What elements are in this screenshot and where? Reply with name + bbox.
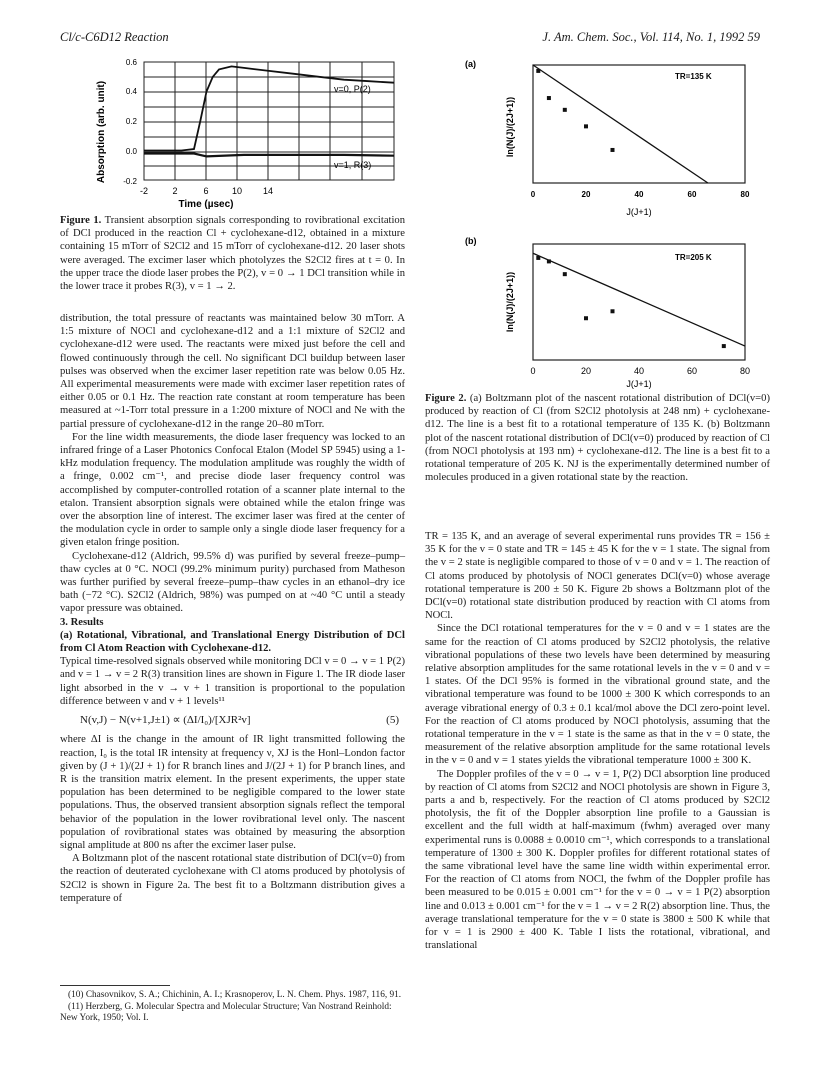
fig2a-panel-label: (a): [465, 59, 476, 69]
equation-body: N(v,J) − N(v+1,J±1) ∝ (ΔI/I₀)/[XJR²v]: [80, 714, 251, 727]
figure-1-caption-label: Figure 1.: [60, 215, 102, 226]
section-heading: 3. Results: [60, 616, 104, 628]
fig2a-xtick: 60: [687, 190, 697, 199]
footnote-rule: [60, 985, 170, 986]
fig1-ytick: 0.6: [125, 58, 137, 67]
figure-2-caption-text: (a) Boltzmann plot of the nascent rotational distribution of DCl(v=0) produced by reaction of Cl (from S2Cl2 photolysis at 248 nm) + cyclohexane-d12. The line is a best fit to a rotational temperature of 135 K. (b) Boltzmann plot of the nascent rotational distribution of DCl(v=0) produced by reaction of Cl (from NOCl photolysis at 193 nm) + cyclohexane-d12. The line is a best fit to a rotational temperature of 205 K. NJ is the experimentally determined number of molecules produced in a given rotational state by the reaction.: [425, 393, 770, 484]
fig2b-data-point: [547, 259, 551, 263]
fig1-ytick: 0.4: [125, 87, 137, 96]
fig1-trace-label-lower: v=1, R(3): [334, 160, 372, 170]
paragraph: Cyclohexane-d12 (Aldrich, 99.5% d) was purified by several freeze–pump–thaw cycles at 0 °C. NOCl (99.2% minimum purity) purchased from Matheson was further purified by several freeze–pump–thaw cycles in an ethanol–dry ice bath (−72 °C). S2Cl2 (Aldrich, 98%) was pumped on at ~40 °C until a steady vapor pressure was obtained.: [60, 550, 405, 615]
fig1-ylabel: Absorption (arb. unit): [96, 80, 107, 184]
equation-5: [60, 708, 405, 733]
fig2a-data-point: [536, 69, 540, 73]
fig2b-data-point: [563, 272, 567, 276]
subsection-heading: (a) Rotational, Vibrational, and Translational Energy Distribution of DCl from Cl Atom Reaction with Cyclohexane-d12.: [60, 629, 405, 655]
equation-number: (5): [386, 714, 399, 727]
figure-1-caption-text: Transient absorption signals corresponding to rovibrational excitation of DCl produced in the reaction Cl + cyclohexane-d12, obtained in a mixture containing 15 mTorr of S2Cl2 and 15 mTorr of cyclohexane-d12. 20 laser shots were averaged. The excimer laser which photolyzes the S2Cl2 fires at t = 0. In the upper trace the diode laser probes the P(2), v = 0 → 1 DCl transition while in the lower trace it probes R(3), v = 1 → 2.: [60, 215, 405, 293]
fig2a-fit-line: [533, 65, 708, 183]
fig1-xtick: 6: [203, 186, 209, 196]
fig2b-panel-label: (b): [465, 236, 477, 246]
figure-2-caption-label: Figure 2.: [425, 393, 467, 404]
fig2a-data-point: [611, 148, 615, 152]
fig1-xtick: 2: [172, 186, 178, 196]
fig1-trace-v1-r3: [144, 154, 394, 157]
fig2b-xlabel: J(J+1): [626, 379, 652, 389]
fig2b-marks: [533, 253, 745, 348]
fig2a-data-point: [563, 108, 567, 112]
fig2b-annotation: TR=205 K: [675, 253, 712, 262]
fig2b-xtick: 40: [633, 366, 645, 376]
fig2b-xtick: 20: [580, 366, 592, 376]
figure-2a: [465, 55, 765, 220]
fig2b-data-point: [536, 256, 540, 260]
fig2a-xtick: 20: [581, 190, 591, 199]
fig2a-xtick: 80: [740, 190, 750, 199]
fig2b-data-point: [611, 309, 615, 313]
paragraph: A Boltzmann plot of the nascent rotational state distribution of DCl(v=0) from the reaction of deuterated cyclohexane with Cl atoms produced by photolysis of S2Cl2 is shown in Figure 2a. The best fit to a Boltzmann distribution gives a temperature of: [60, 853, 405, 904]
paragraph: Typical time-resolved signals observed while monitoring DCl v = 0 → v = 1 P(2) and v = 1 → v = 2 R(3) transition lines are shown in Figure 1. The IR diode laser light absorbed in the v → v + 1 transition is proportional to the population difference between v and v + 1 levels¹¹: [60, 656, 405, 707]
figure-1: [72, 52, 412, 212]
right-column-body: [425, 530, 770, 953]
paragraph: where ΔI is the change in the amount of IR light transmitted following the reaction, I₀ is the total IR intensity at frequency ν, XJ is the Honl–London factor given by (J + 1)/(2J + 1) for R branch lines and J/(2J + 1) for P branch lines, and R is the transition matrix element. In the present experiments, the upper state population has been determined to be negligible compared to the lower state populations. Thus, the observed transient absorption signals reflect the temporal behavior of the population in the lower rovibrational level only. The nascent population of rovibrational states was obtained by measuring the absorption signal amplitude at 800 ns after the excimer laser pulse.: [60, 734, 405, 851]
fig1-xtick: 14: [262, 186, 274, 196]
running-header-right: J. Am. Chem. Soc., Vol. 114, No. 1, 1992 59: [542, 30, 760, 44]
left-column-body: [60, 312, 405, 905]
paragraph: The Doppler profiles of the v = 0 → v = 1, P(2) DCl absorption line produced by reaction of Cl atoms from S2Cl2 and NOCl photolysis are shown in Figure 3, parts a and b, respectively. For the reaction of Cl atoms produced by S2Cl2 photolysis, the fit of the Doppler absorption line profile to a Gaussian is excellent and the full width at half-maximum (fwhm) averaged over many experimental runs is 0.0088 ± 0.0010 cm⁻¹, which corresponds to a translational temperature of 1300 ± 300 K. Doppler profiles for different rotational states of the same vibrational level have the same line width within experimental error. For the reaction of Cl atoms from NOCl, the fwhm of the Doppler profile has been measured to be 0.015 ± 0.001 cm⁻¹ for the v = 0 → v = 1 P(2) absorption line and 0.013 ± 0.001 cm⁻¹ for the v = 1 → v = 2 R(2) absorption line. Thus, the average translational temperature for the v = 0 state is 3800 ± 500 K while that for v = 1 is 2900 ± 400 K. Table I lists the rotational, vibrational, and translational: [425, 768, 770, 952]
fig2b-data-point: [584, 316, 588, 320]
fig2a-data-point: [584, 124, 588, 128]
fig2a-annotation: TR=135 K: [675, 72, 712, 81]
fig1-xlabel: Time (µsec): [178, 199, 234, 210]
fig1-traces: [144, 66, 394, 156]
fig2a-ylabel: ln(N(J)/(2J+1)): [505, 96, 515, 158]
footnote-11: (11) Herzberg, G. Molecular Spectra and Molecular Structure; Van Nostrand Reinhold: New York, 1950; Vol. I.: [60, 1001, 392, 1023]
fig1-ytick: 0.0: [125, 147, 137, 156]
fig2b-xtick: 60: [686, 366, 698, 376]
paragraph: distribution, the total pressure of reactants was maintained below 30 mTorr. A 1:5 mixture of NOCl and cyclohexane-d12 and a 1:1 mixture of S2Cl2 and cyclohexane-d12 were used. The reactants were mixed just before the cell and flowed continuously through the cell. No significant DCl buildup between laser pulses was observed when the excimer laser repetition rate was below 0.05 Hz. All experimental measurements were made with excimer laser repetition rates of either 0.05 or 0.1 Hz. The reaction rate constant at room temperature has been measured at ~1-Torr total pressure in a 1:200 mixture of NOCl and Ne with the partial pressure of cyclohexane-d12 in the range 20–80 mTorr.: [60, 313, 405, 430]
footnotes: [60, 985, 405, 1025]
paragraph: TR = 135 K, and an average of several experimental runs provides TR = 156 ± 35 K for the v = 0 state and TR = 145 ± 45 K for the v = 1 state. The signal from the v = 2 state is negligible compared to those of v = 0 and v = 1. The reaction of Cl atoms produced by photolysis of NOCl generates DCl(v=0) whose average rotational temperature is 200 ± 50 K. Figure 2b shows a Boltzmann plot of the DCl(v=0) rotational state distribution produced by reaction with Cl atoms from NOCl.: [425, 531, 770, 622]
fig2b-xtick: 0: [530, 366, 536, 376]
fig2b-data-point: [722, 344, 726, 348]
paragraph: For the line width measurements, the diode laser frequency was locked to an infrared fringe of a Laser Photonics Confocal Etalon (Model SP 5945) using a 1-kHz modulation frequency. The modulation amplitude was roughly the width of a fringe, 0.002 cm⁻¹, and precise diode laser frequency control was accomplished by computer-controlled rotation of a scanner plate internal to the etalon. Transient absorption signals were obtained while the etalon fringe was over the absorption line of interest. The excimer laser was fired at the center of the modulation cycle in order to sample only a single diode laser frequency for a given etalon fringe position.: [60, 431, 405, 549]
footnote-10: (10) Chasovnikov, S. A.; Chichinin, A. I.; Krasnoperov, L. N. Chem. Phys. 1987, 116, 91.: [68, 990, 402, 1000]
fig1-trace-label-upper: v=0, P(2): [334, 84, 371, 94]
figure-1-caption: [60, 214, 405, 293]
fig2b-frame: [533, 244, 745, 360]
fig1-ytick: 0.2: [125, 117, 137, 126]
fig2b-ylabel: ln(N(J)/(2J+1)): [505, 271, 515, 333]
fig2a-xtick: 0: [530, 190, 536, 199]
fig1-xtick: -2: [139, 186, 149, 196]
fig2b-fit-line: [533, 253, 745, 346]
fig2b-xtick: 80: [739, 366, 751, 376]
fig2a-data-point: [547, 96, 551, 100]
fig1-trace-v0-p2: [144, 66, 394, 150]
fig1-ytick: -0.2: [123, 177, 137, 186]
fig2a-xtick: 40: [634, 190, 644, 199]
paragraph: Since the DCl rotational temperatures for the v = 0 and v = 1 states are the same for the reaction of Cl atoms produced by S2Cl2 photolysis, the relative vibrational populations of these two levels have been determined by measuring relative absorption amplitudes for the same rotational levels in the v = 0 and v = 1 states. Of the DCl 95% is formed in the vibrational ground state, and the vibrational temperature was found to be 1000 ± 300 K which corresponds to an average vibrational energy of 0.3 ± 0.1 kcal/mol above the DCl zero-point level. For the reaction of Cl atoms produced by NOCl photolysis, assuming that the rotational temperature in the v = 1 state is the same as that in the v = 0 state, the measurement of the relative absorption amplitude for the same rotational levels in the v = 0 and v = 1 states yields the vibrational temperature 1000 ± 300 K.: [425, 623, 770, 767]
figure-2b: [465, 232, 765, 390]
fig2a-marks: [533, 65, 708, 183]
fig1-xtick: 10: [231, 186, 243, 196]
fig2a-xlabel: J(J+1): [626, 207, 652, 217]
fig2a-frame: [533, 65, 745, 183]
running-header-left: Cl/c-C6D12 Reaction: [60, 30, 169, 44]
figure-2-caption: [425, 392, 770, 484]
